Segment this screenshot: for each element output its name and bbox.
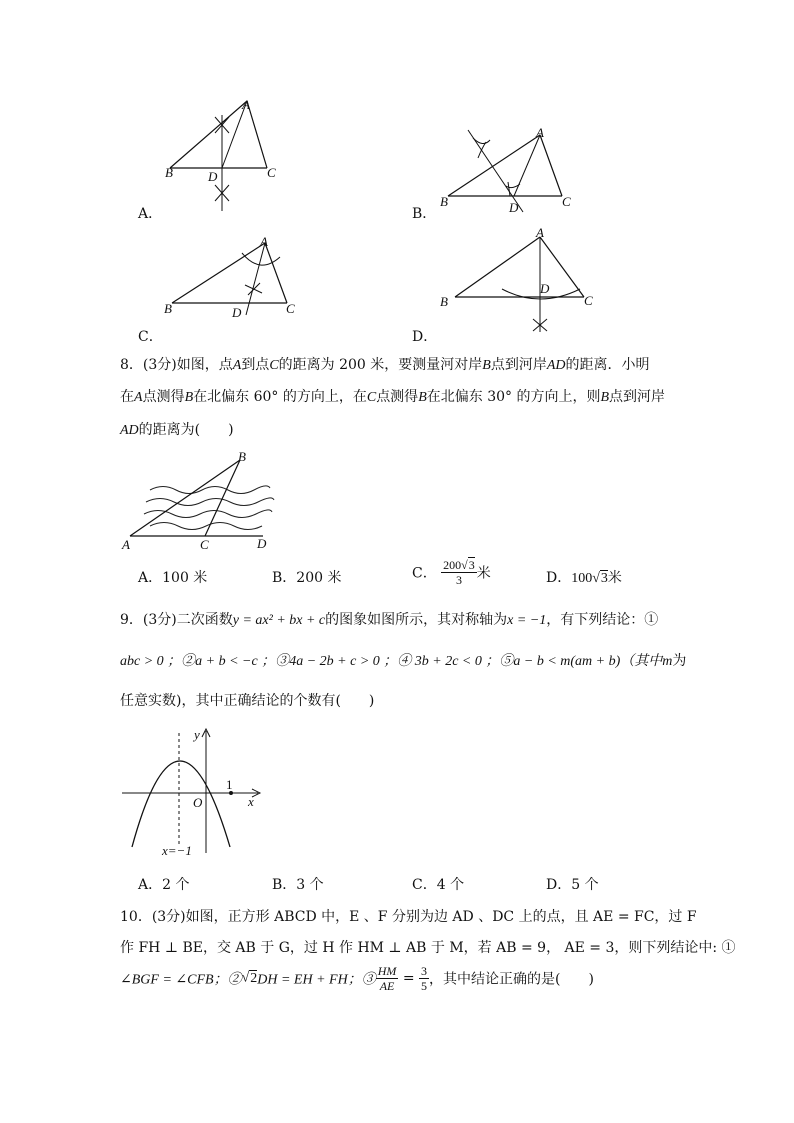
q7a-label-b: B bbox=[165, 165, 173, 180]
q7-figure-a bbox=[160, 95, 290, 215]
q7-figure-d bbox=[440, 227, 600, 337]
q7d-label-c: C bbox=[584, 293, 593, 308]
q7a-label-c: C bbox=[267, 165, 276, 180]
q7b-label-a: A bbox=[536, 125, 544, 140]
q9-option-a: A．2 个 bbox=[138, 877, 190, 893]
q9-option-b: B．3 个 bbox=[272, 877, 324, 893]
q9-line1: 9．(3分)二次函数y = ax² + bx + c的图象如图所示，其对称轴为x = −1，有下列结论：① bbox=[120, 612, 659, 628]
q9-fig-label-o: O bbox=[193, 795, 203, 810]
q8-fig-label-b: B bbox=[238, 449, 246, 464]
q7-option-c-letter: C． bbox=[138, 329, 163, 345]
q7-figure-c bbox=[160, 233, 300, 323]
q9-fig-label-axis: x=−1 bbox=[162, 843, 192, 858]
q8-line3: AD的距离为( ) bbox=[120, 422, 234, 438]
q8-fig-label-d: D bbox=[257, 536, 267, 551]
q7c-label-d: D bbox=[232, 305, 242, 320]
q8-fig-label-a: A bbox=[122, 537, 130, 552]
q7-figure-b bbox=[438, 120, 588, 220]
q7a-label-a: A bbox=[242, 97, 250, 112]
q7d-label-a: A bbox=[536, 225, 544, 240]
q9-option-c: C．4 个 bbox=[412, 877, 465, 893]
q7d-label-d: D bbox=[540, 281, 550, 296]
q8-option-b: B．200 米 bbox=[272, 570, 342, 586]
q9-fig-label-y: y bbox=[194, 727, 200, 742]
q8-option-c: C． $\frac{200√3}{3}$ 米 bbox=[412, 558, 491, 587]
q9-figure bbox=[118, 725, 268, 860]
q10-line1: 10．(3分)如图，正方形 ABCD 中，E 、F 分别为边 AD 、DC 上的点，且 AE = FC，过 F bbox=[120, 909, 697, 925]
q9-line3: 任意实数)，其中正确结论的个数有( ) bbox=[120, 693, 375, 709]
q8-fig-label-c: C bbox=[200, 537, 209, 552]
q7b-label-b: B bbox=[440, 194, 448, 209]
q7-option-d-letter: D． bbox=[412, 329, 438, 345]
q9-option-d: D．5 个 bbox=[546, 877, 599, 893]
q9-fig-label-x: x bbox=[248, 794, 254, 809]
q7d-label-b: B bbox=[440, 294, 448, 309]
q8-option-d: D．100√3米 bbox=[546, 570, 622, 586]
q10-line2: 作 FH ⊥ BE，交 AB 于 G，过 H 作 HM ⊥ AB 于 M，若 AB = 9， AE = 3，则下列结论中: ① bbox=[120, 940, 736, 956]
q7c-label-a: A bbox=[260, 234, 268, 249]
q7c-label-b: B bbox=[164, 301, 172, 316]
q10-line3: ∠BGF = ∠CFB；②√2DH = EH + FH；③ $\frac{HM}{AE}$ = $\frac{3}{5}$ ，其中结论正确的是( ) bbox=[120, 964, 594, 993]
q7-option-b-letter: B． bbox=[412, 206, 437, 222]
q9-line2: abc > 0 ；②a + b < −c ；③4a − 2b + c > 0 ；④ 3b + 2c < 0 ；⑤a − b < m(am + b)（其中m为 bbox=[120, 653, 687, 669]
q7a-label-d: D bbox=[208, 169, 218, 184]
q7-option-a-letter: A． bbox=[138, 206, 163, 222]
q8-line2: 在A点测得B在北偏东 60° 的方向上，在C点测得B在北偏东 30° 的方向上，则B点到河岸 bbox=[120, 389, 666, 405]
q7b-label-d: D bbox=[509, 200, 519, 215]
q8-line1: 8．(3分)如图，点A到点C的距离为 200 米，要测量河对岸B点到河岸AD的距离．小明 bbox=[120, 357, 650, 373]
q9-fig-label-one: 1 bbox=[226, 777, 233, 792]
q7c-label-c: C bbox=[286, 301, 295, 316]
q8-option-a: A．100 米 bbox=[138, 570, 208, 586]
q7b-label-c: C bbox=[562, 194, 571, 209]
q8-figure bbox=[118, 448, 288, 553]
